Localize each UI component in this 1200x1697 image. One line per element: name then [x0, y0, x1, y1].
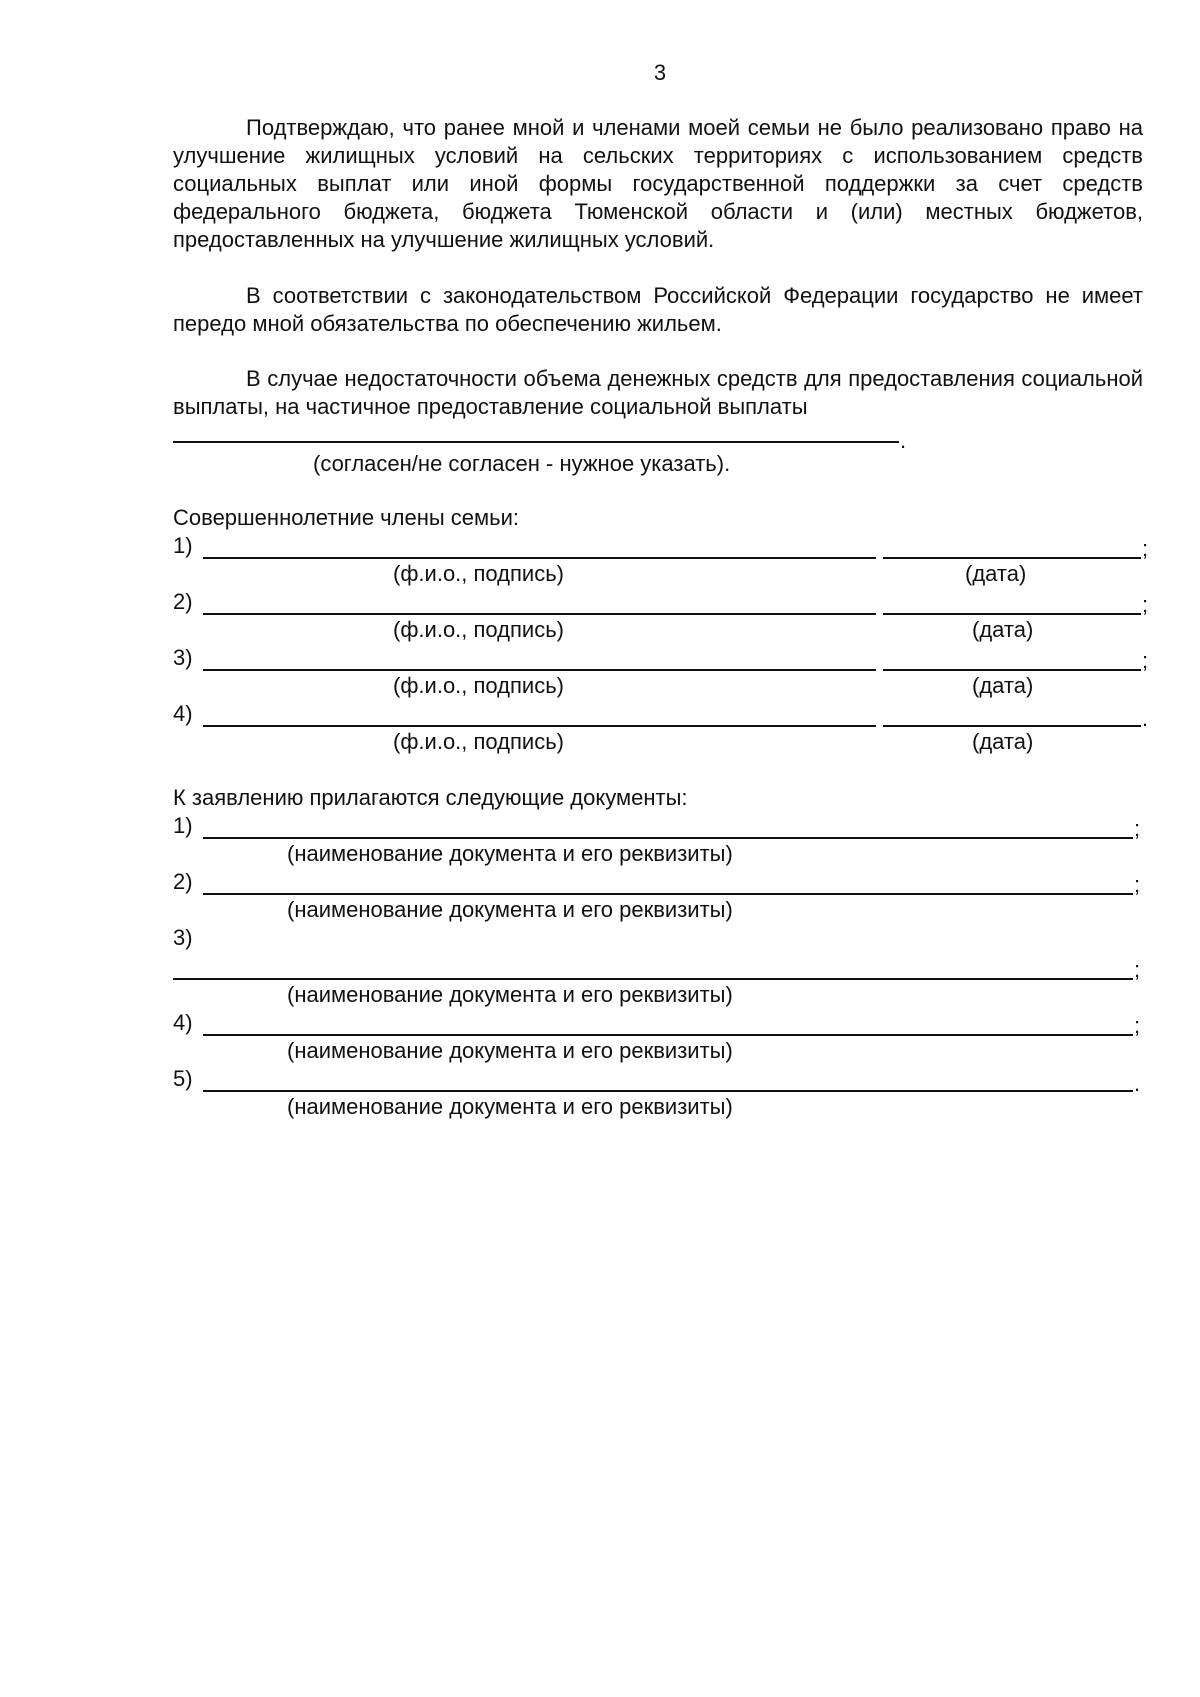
document-row-number: 4): [173, 1010, 193, 1035]
fio-signature-line[interactable]: [203, 557, 876, 559]
date-line[interactable]: [883, 613, 1141, 615]
paragraph-insufficient-funds: В случае недостаточности объема денежных средств для предоставления социальной выплаты, на частичное предоставление социальной выплаты: [173, 366, 1143, 419]
document-caption: (наименование документа и его реквизиты): [287, 841, 733, 866]
fio-signature-caption: (ф.и.о., подпись): [393, 729, 565, 754]
date-caption: (дата): [972, 729, 1034, 754]
page-number: 3: [653, 60, 667, 85]
row-end-mark: .: [1142, 706, 1149, 731]
family-heading: Совершеннолетние члены семьи:: [173, 505, 520, 530]
date-line[interactable]: [883, 669, 1141, 671]
row-end-mark: ;: [1134, 816, 1141, 841]
family-row-number: 1): [173, 533, 193, 558]
document-line[interactable]: [203, 1090, 1133, 1092]
row-end-mark: ;: [1142, 536, 1149, 561]
fio-signature-caption: (ф.и.о., подпись): [393, 561, 565, 586]
document-caption: (наименование документа и его реквизиты): [287, 982, 733, 1007]
paragraph-obligation: В соответствии с законодательством Российской Федерации государство не имеет передо мной обязательства по обеспечению жильем.: [173, 283, 1143, 336]
paragraph-confirmation: Подтверждаю, что ранее мной и членами моей семьи не было реализовано право на улучшение жилищных условий на сельских территориях с использованием средств социальных выплат или иной формы государственной поддержки за счет средств федерального бюджета, бюджета Тюменской области и (или) местных бюджетов, предоставленных на улучшение жилищных условий.: [173, 115, 1143, 252]
document-line[interactable]: [203, 837, 1133, 839]
row-end-mark: ;: [1142, 648, 1149, 673]
family-row-number: 2): [173, 589, 193, 614]
document-caption: (наименование документа и его реквизиты): [287, 1094, 733, 1119]
row-end-mark: ;: [1134, 957, 1141, 982]
date-caption: (дата): [965, 561, 1027, 586]
document-line[interactable]: [203, 1034, 1133, 1036]
row-end-mark: ;: [1134, 1013, 1141, 1038]
consent-end-mark: .: [900, 428, 907, 453]
document-caption: (наименование документа и его реквизиты): [287, 897, 733, 922]
row-end-mark: .: [1134, 1071, 1141, 1096]
date-caption: (дата): [972, 617, 1034, 642]
consent-field-line[interactable]: [173, 441, 899, 443]
consent-caption: (согласен/не согласен - нужное указать).: [313, 451, 731, 476]
fio-signature-line[interactable]: [203, 613, 876, 615]
row-end-mark: ;: [1142, 592, 1149, 617]
document-row-number: 1): [173, 813, 193, 838]
document-line[interactable]: [203, 893, 1133, 895]
fio-signature-caption: (ф.и.о., подпись): [393, 673, 565, 698]
document-row-number: 2): [173, 869, 193, 894]
fio-signature-line[interactable]: [203, 669, 876, 671]
fio-signature-caption: (ф.и.о., подпись): [393, 617, 565, 642]
fio-signature-line[interactable]: [203, 725, 876, 727]
family-row-number: 4): [173, 701, 193, 726]
row-end-mark: ;: [1134, 872, 1141, 897]
document-line[interactable]: [173, 978, 1133, 980]
family-row-number: 3): [173, 645, 193, 670]
document-caption: (наименование документа и его реквизиты): [287, 1038, 733, 1063]
document-row-number: 5): [173, 1066, 193, 1091]
date-line[interactable]: [883, 557, 1141, 559]
date-line[interactable]: [883, 725, 1141, 727]
documents-heading: К заявлению прилагаются следующие документы:: [173, 785, 688, 810]
document-row-number: 3): [173, 925, 193, 950]
date-caption: (дата): [972, 673, 1034, 698]
